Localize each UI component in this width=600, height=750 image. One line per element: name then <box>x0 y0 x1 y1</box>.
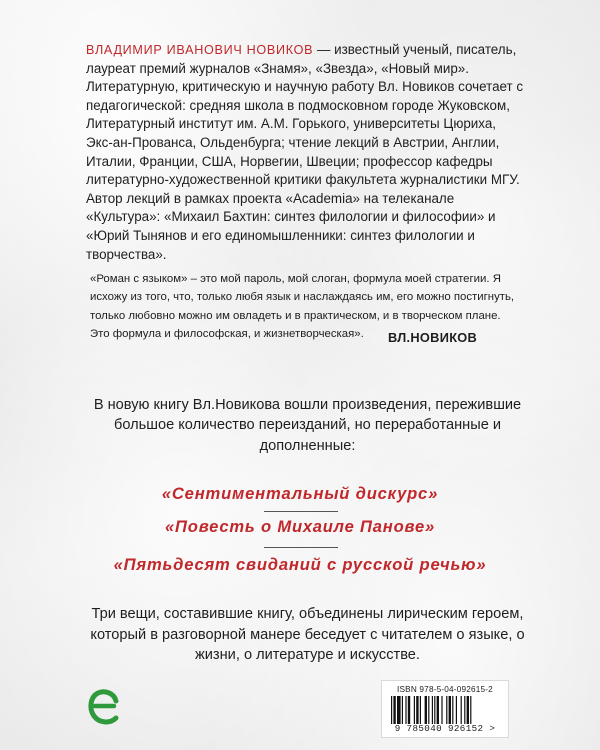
work-title-3: «Пятьдесят свиданий с русской речью» <box>113 555 487 574</box>
divider-2 <box>264 547 338 548</box>
author-bio <box>86 41 524 264</box>
work-title-1: «Сентиментальный дискурс» <box>161 484 439 503</box>
barcode-bars <box>389 696 501 724</box>
isbn-number: ISBN 978-5-04-092615-2 <box>397 685 493 694</box>
book-intro: В новую книгу Вл.Новикова вошли произведения, пережившие большое количество переизданий, но переработанные и дополненные: <box>93 397 522 454</box>
barcode <box>381 680 509 738</box>
work-title-2: «Повесть о Михаиле Панове» <box>165 517 435 536</box>
divider-1 <box>264 511 338 512</box>
ean-number: 9 785040 926152 > <box>394 723 496 734</box>
book-summary: Три вещи, составившие книгу, объединены лирическим героем, который в разговорной манере беседует с читателем о языке, о жизни, о литературе и искусстве. <box>90 606 525 664</box>
author-bio-text: — известный ученый, писатель, лауреат премий журналов «Знамя», «Звезда», «Новый мир». Литературную, критическую и научную работу Вл. Новиков сочетает с педагогической: средняя школа в подмосковном городе Жуковском, Литературный институт им. А.М. Горького, университеты Цюриха, Экс-ан-Прованса, Ольденбурга; чтение лекций в Австрии, Англии, Италии, Франции, США, Норвегии, Швеции; профессор кафедры литературно-художественной критики факультета журналистики МГУ. Автор лекций в рамках проекта «Academia» на телеканале «Культура»: «Михаил Бахтин: синтез филологии и философии» и «Юрий Тынянов и его единомышленники: синтез филологии и творчества». <box>86 42 524 262</box>
eksmo-logo-icon <box>87 688 121 728</box>
author-name: ВЛАДИМИР ИВАНОВИЧ НОВИКОВ <box>86 43 314 57</box>
author-quote: «Роман с языком» – это мой пароль, мой слоган, формула моей стратегии. Я исхожу из того, что, только любя язык и наслаждаясь им, его можно постигнуть, только любовно можно им овладеть и в практическом, и в творческом плане. Это формула и философская, и жизнетворческая». <box>90 273 515 340</box>
quote-signature: ВЛ.НОВИКОВ <box>388 330 478 345</box>
